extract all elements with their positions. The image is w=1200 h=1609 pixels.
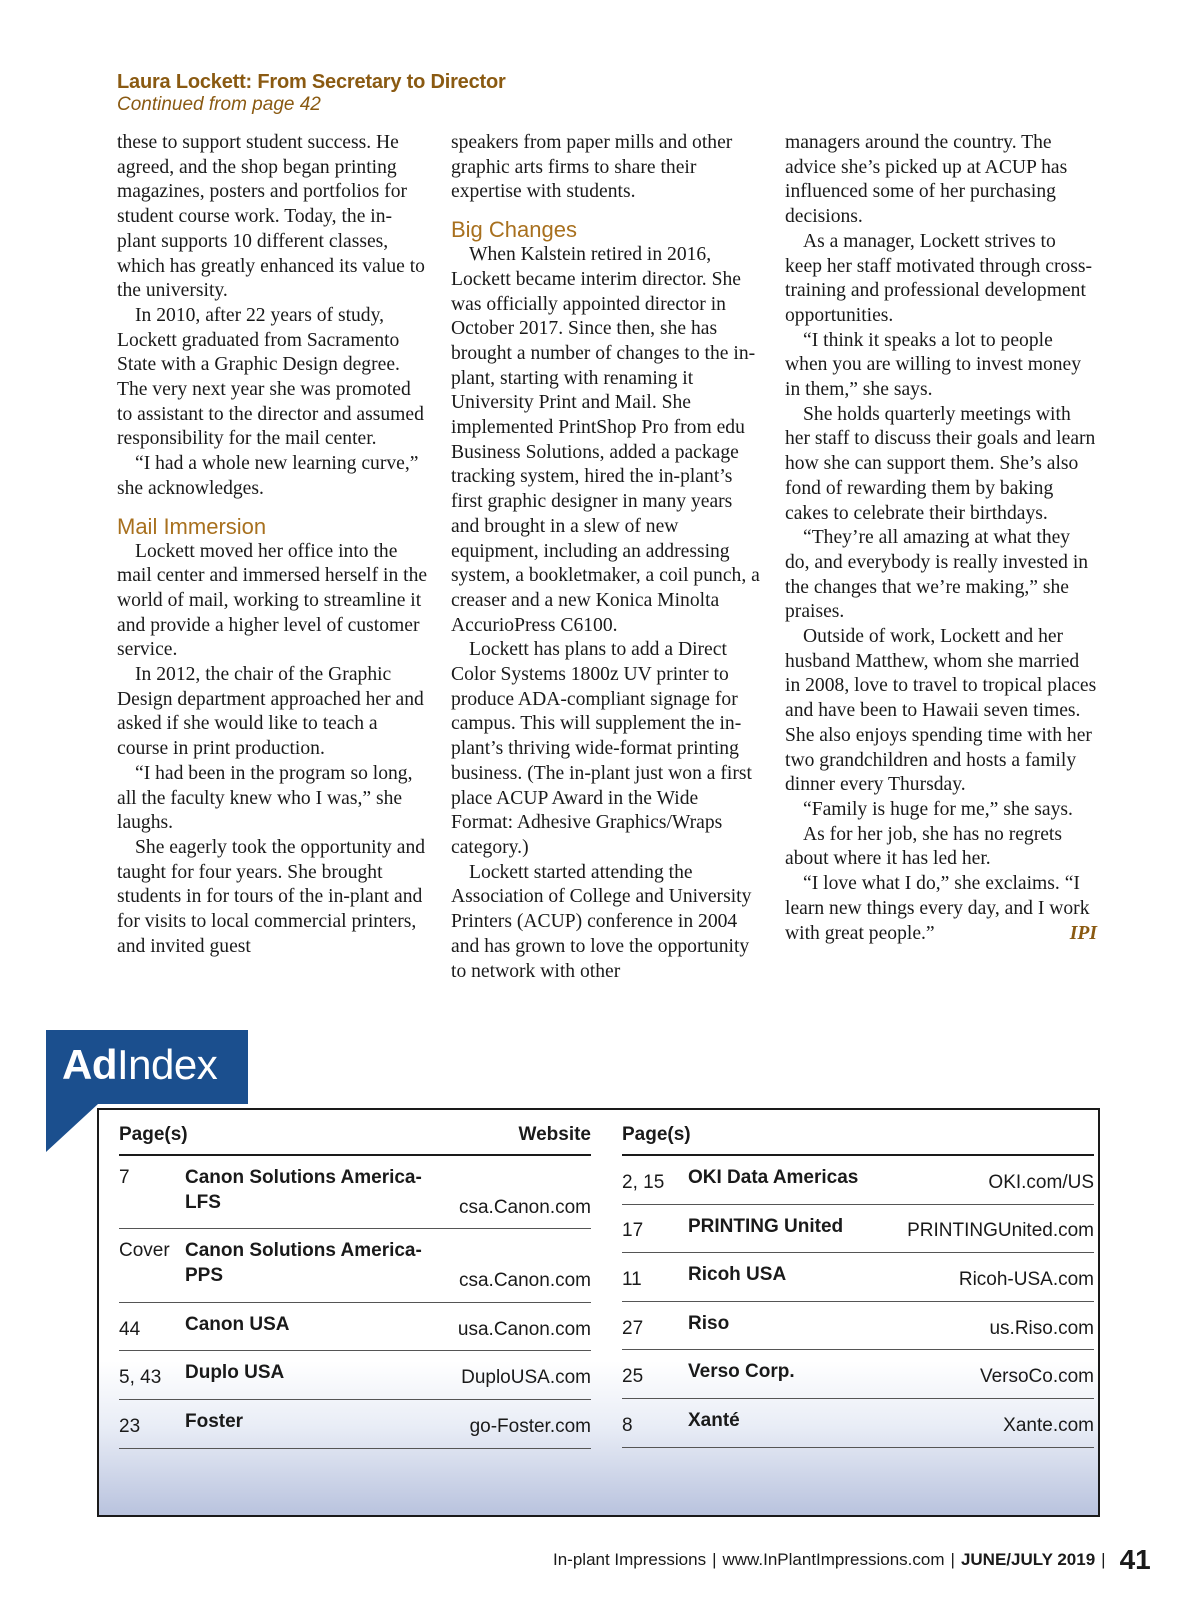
article-column-2 [451, 131, 763, 984]
paragraph: In 2010, after 22 years of study, Lockett graduated from Sacramento State with a Graphic Design degree. The very next year she was promoted to assistant to the director and assumed responsibility for the mail center. [117, 304, 424, 450]
adindex-row [119, 1351, 591, 1400]
page-number: 41 [1119, 1544, 1151, 1575]
paragraph: She holds quarterly meetings with her staff to discuss their goals and learn how she can support them. She’s also fond of rewarding them by baking cakes to celebrate their birthdays. [785, 403, 1096, 524]
row-advertiser: PRINTING United [688, 1215, 844, 1237]
row-page: 11 [622, 1269, 642, 1291]
header-pages: Page(s) [622, 1124, 691, 1145]
adindex-table [97, 1108, 1100, 1517]
row-website: Xante.com [1003, 1414, 1094, 1436]
article-header [117, 70, 506, 116]
row-page: 2, 15 [622, 1171, 665, 1193]
row-advertiser: Foster [185, 1410, 244, 1432]
paragraph: When Kalstein retired in 2016, Lockett became interim director. She was officially appointed director in October 2017. Since then, she has brought a number of changes to the in-plant, starting with renaming it University Print and Mail. She implemented PrintShop Pro from edu Business Solutions, added a package tracking system, hired the in-plant’s first graphic designer in many years and brought in a slew of new equipment, including an addressing system, a bookletmaker, a coil punch, a creaser and a new Konica Minolta AccurioPress C6100. [451, 244, 760, 636]
article-column-3 [785, 131, 1097, 946]
paragraph: In 2012, the chair of the Graphic Design department approached her and asked if she would like to teach a course in print production. [117, 664, 424, 760]
row-page: Cover [119, 1240, 170, 1262]
paragraph [785, 872, 1097, 946]
paragraph: “I had a whole new learning curve,” she acknowledges. [117, 453, 419, 499]
section-heading-big-changes: Big Changes [451, 217, 577, 243]
paragraph-text: “I love what I do,” she exclaims. “I learn new things every day, and I work with great people.” [785, 873, 1090, 944]
footer-separator: | [950, 1550, 955, 1569]
adindex-left-column [119, 1120, 591, 1449]
paragraph: Lockett moved her office into the mail center and immersed herself in the world of mail, working to streamline it and provide a higher level of customer service. [117, 540, 428, 661]
adindex-row [622, 1302, 1094, 1351]
row-website: csa.Canon.com [458, 1270, 591, 1292]
footer-issue-date: JUNE/JULY 2019 [960, 1550, 1096, 1569]
adindex-row [119, 1303, 591, 1352]
row-page: 7 [119, 1167, 130, 1188]
paragraph: Lockett started attending the Association of College and University Printers (ACUP) conference in 2004 and has grown to love the opportunity to network with other [451, 861, 752, 982]
row-website: DuploUSA.com [461, 1367, 591, 1389]
header-pages: Page(s) [119, 1124, 188, 1145]
paragraph: managers around the country. The advice she’s picked up at ACUP has influenced some of her purchasing decisions. [785, 132, 1068, 228]
row-website: usa.Canon.com [457, 1318, 591, 1340]
row-advertiser: OKI Data Americas [688, 1167, 859, 1188]
paragraph: these to support student success. He agreed, and the shop began printing magazines, posters and portfolios for student course work. Today, the in-plant supports 10 different classes, which has greatly enhanced its value to the university. [117, 132, 425, 302]
adindex-left-header [119, 1120, 591, 1156]
row-website: PRINTINGUnited.com [907, 1220, 1094, 1242]
adindex-row [119, 1400, 591, 1449]
adindex-row [622, 1253, 1094, 1302]
row-advertiser: Verso Corp. [688, 1361, 795, 1383]
paragraph: “Family is huge for me,” she says. [803, 798, 1073, 820]
article-title: Laura Lockett: From Secretary to Director [117, 71, 506, 93]
footer-url: www.InPlantImpressions.com [722, 1550, 945, 1569]
adindex-row [622, 1399, 1094, 1448]
footer-separator: | [712, 1550, 717, 1569]
row-website: VersoCo.com [979, 1366, 1094, 1388]
page-footer [553, 1545, 1151, 1575]
paragraph: Lockett has plans to add a Direct Color Systems 1800z UV printer to produce ADA-compliant signage for campus. This will supplement the in-plant’s thriving wide-format printing business. (The in-plant just won a first place ACUP Award in the Wide Format: Adhesive Graphics/Wraps category.) [451, 639, 752, 858]
row-page: 25 [622, 1366, 644, 1388]
adindex-row [622, 1156, 1094, 1205]
paragraph: “They’re all amazing at what they do, and everybody is really invested in the changes that we’re making,” she praises. [785, 527, 1089, 623]
row-advertiser: Canon USA [185, 1313, 290, 1335]
row-page: 23 [119, 1415, 141, 1437]
adindex-right-header [622, 1120, 1094, 1156]
row-advertiser: Canon Solutions America-PPS [185, 1240, 422, 1287]
adindex-tab-fold [46, 1104, 98, 1152]
row-page: 44 [119, 1318, 141, 1340]
row-advertiser: Riso [688, 1312, 730, 1334]
adindex-row [119, 1229, 591, 1302]
adindex-right-column [622, 1120, 1094, 1448]
paragraph: She eagerly took the opportunity and taught for four years. She brought students in for tours of the in-plant and for visits to local commercial printers, and invited guest [117, 836, 426, 957]
paragraph: “I think it speaks a lot to people when you are willing to invest money in them,” she says. [785, 329, 1082, 401]
adindex-title-rest: Index [117, 1041, 218, 1088]
row-website: go-Foster.com [469, 1415, 591, 1437]
row-page: 27 [622, 1317, 644, 1339]
adindex-row [119, 1156, 591, 1229]
header-website: Website [518, 1124, 591, 1145]
adindex-title [62, 1040, 217, 1090]
row-website: csa.Canon.com [458, 1196, 591, 1218]
footer-separator: | [1101, 1550, 1106, 1569]
paragraph: speakers from paper mills and other graphic arts firms to share their expertise with students. [451, 132, 733, 203]
section-heading-mail-immersion: Mail Immersion [117, 513, 267, 539]
adindex-title-bold: Ad [62, 1041, 117, 1088]
row-advertiser: Duplo USA [185, 1362, 285, 1384]
footer-magazine-name: In-plant Impressions [553, 1550, 707, 1569]
row-page: 5, 43 [119, 1367, 162, 1389]
paragraph: “I had been in the program so long, all the faculty knew who I was,” she laughs. [117, 762, 413, 834]
row-page: 8 [622, 1414, 633, 1436]
row-page: 17 [622, 1220, 644, 1242]
adindex-row [622, 1350, 1094, 1399]
paragraph: As for her job, she has no regrets about where it has led her. [785, 823, 1063, 870]
adindex-row [622, 1205, 1094, 1254]
row-website: OKI.com/US [988, 1171, 1094, 1193]
row-website: us.Riso.com [989, 1317, 1094, 1339]
row-website: Ricoh-USA.com [958, 1269, 1094, 1291]
row-advertiser: Ricoh USA [688, 1264, 787, 1286]
row-advertiser: Canon Solutions America-LFS [185, 1167, 422, 1213]
article-column-1 [117, 131, 429, 960]
paragraph: As a manager, Lockett strives to keep her staff motivated through cross-training and professional development opportunities. [785, 230, 1093, 326]
row-advertiser: Xanté [688, 1409, 740, 1431]
paragraph: Outside of work, Lockett and her husband Matthew, whom she married in 2008, love to travel to tropical places and have been to Hawaii seven times. She also enjoys spending time with her two grandchildren and hosts a family dinner every Thursday. [785, 626, 1097, 796]
end-mark-ipi: IPI [1069, 922, 1097, 944]
continued-from-note: Continued from page 42 [117, 94, 321, 115]
